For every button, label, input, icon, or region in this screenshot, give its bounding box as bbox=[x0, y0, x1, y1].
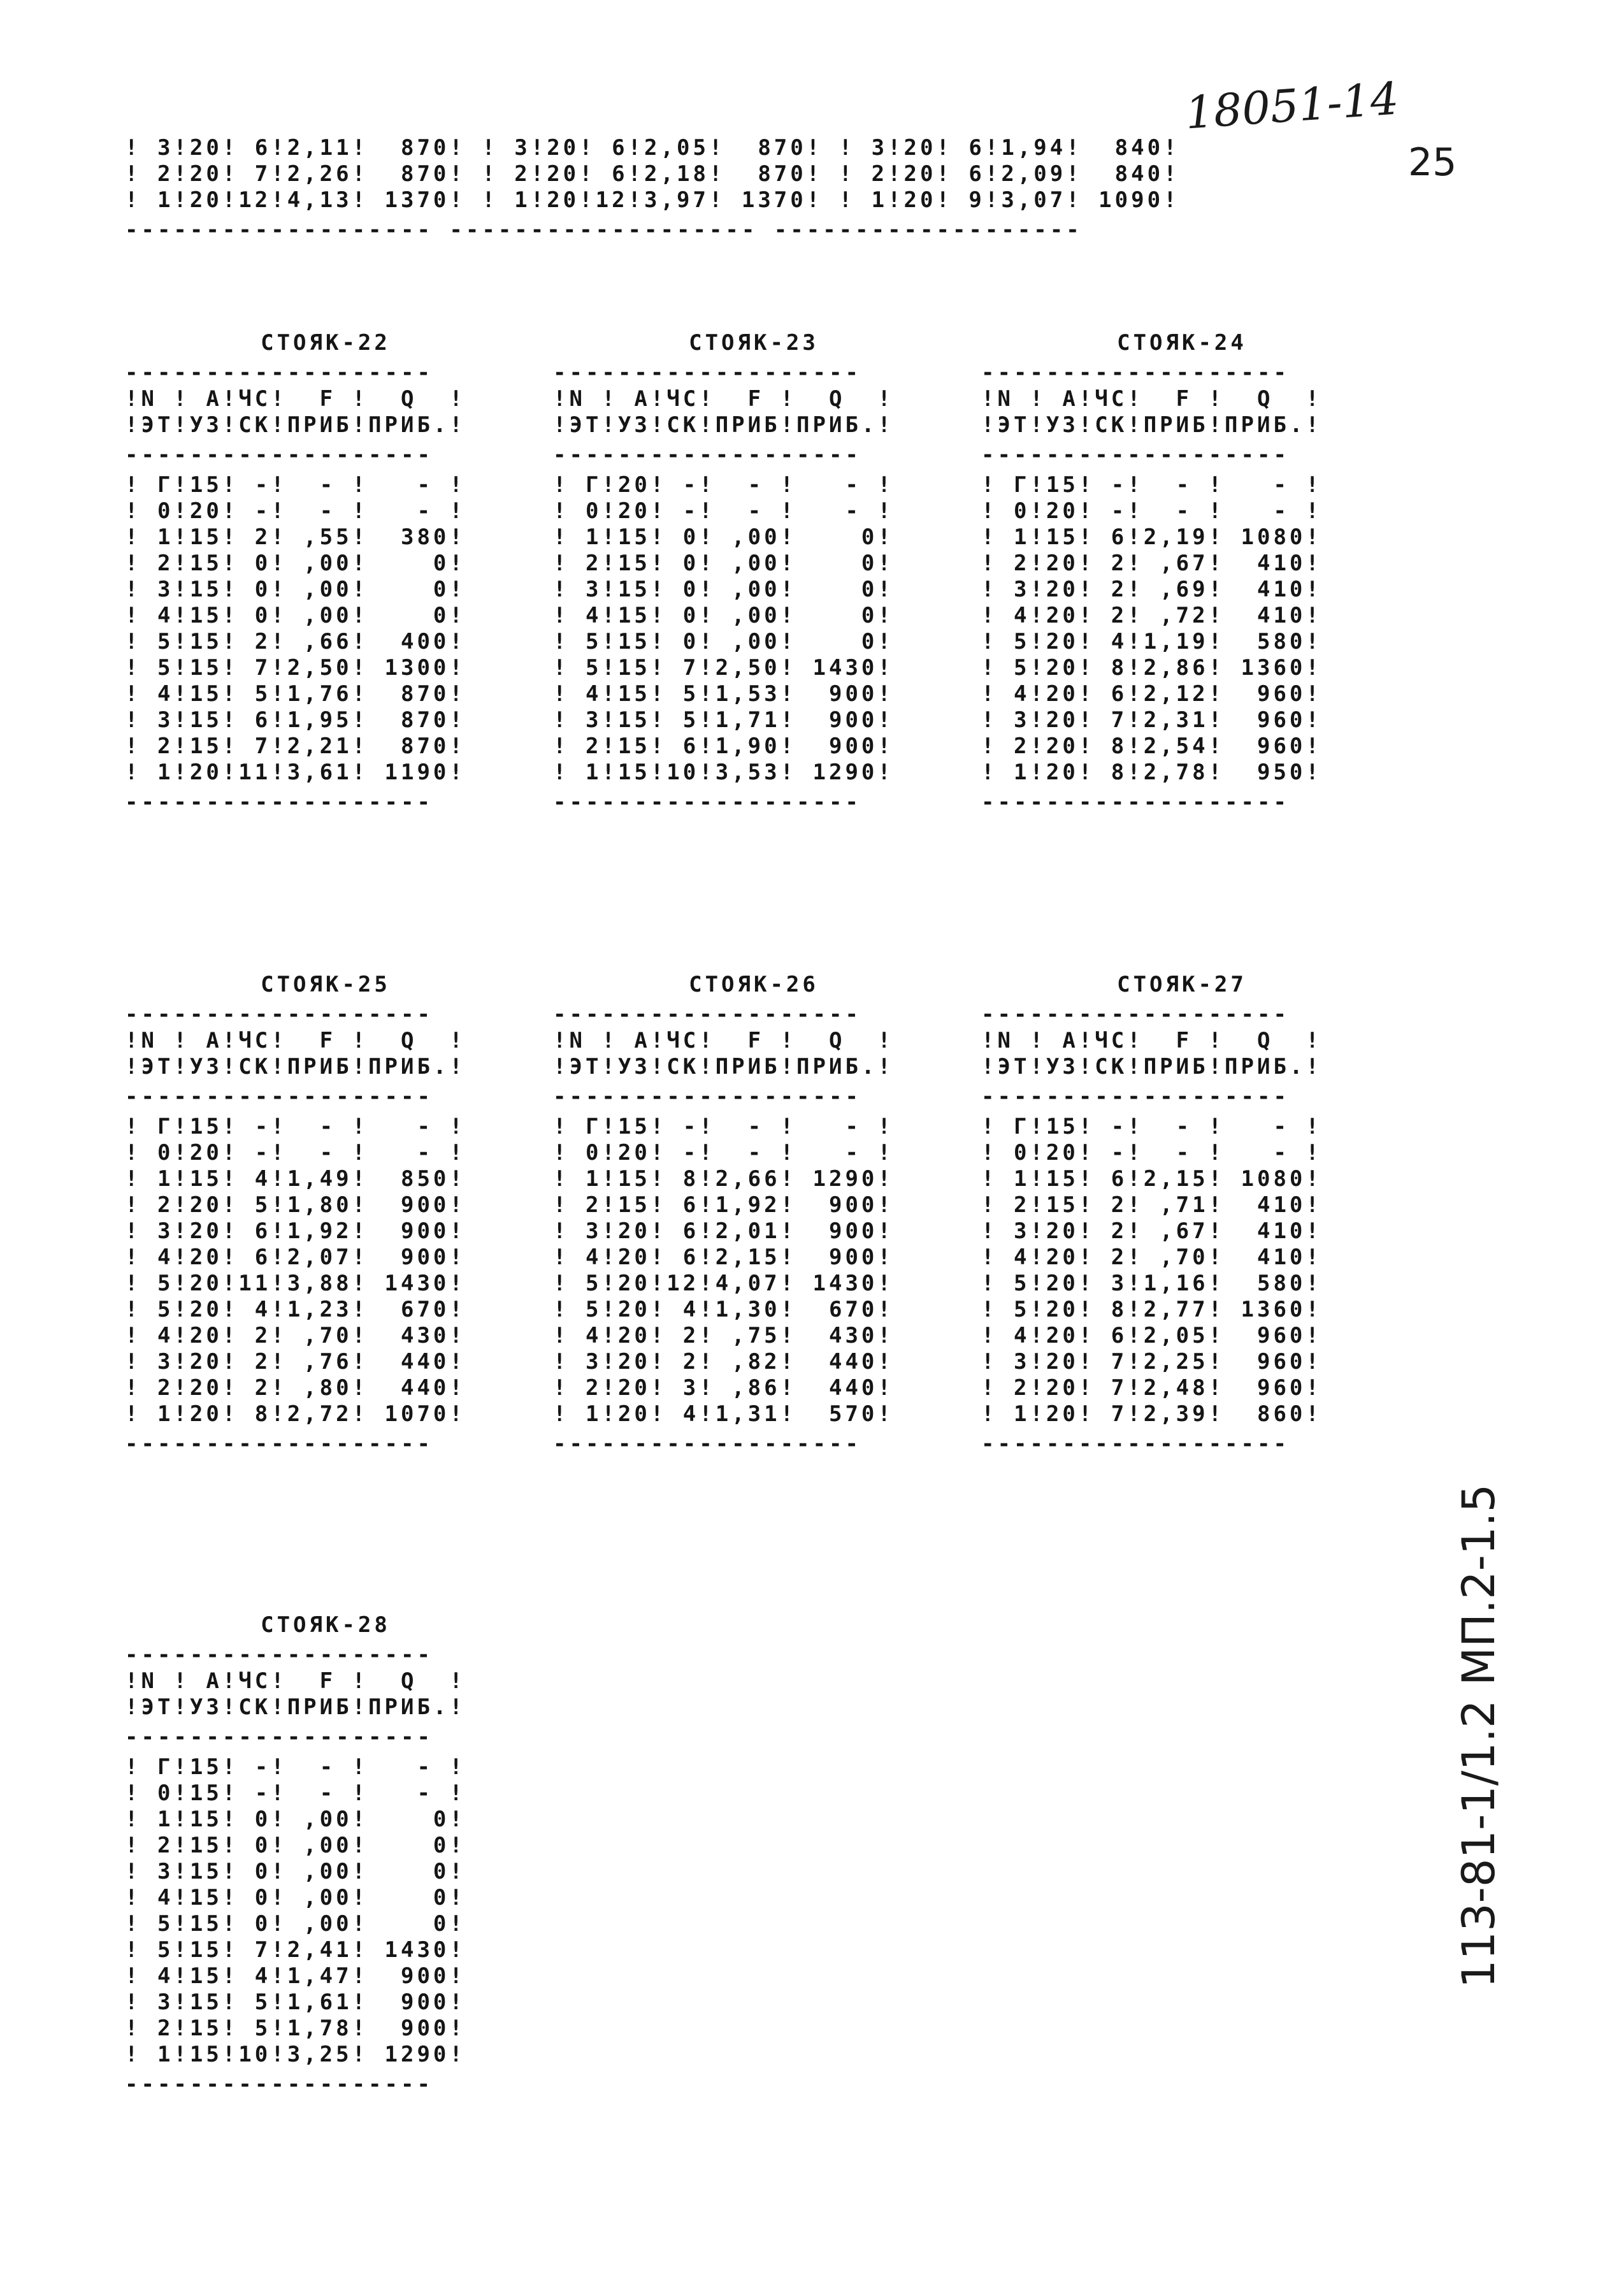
table-row: ! 5!20! 4!1,23! 670! bbox=[125, 1297, 466, 1322]
table-row: ! 1!15! 6!2,19! 1080! bbox=[981, 524, 1322, 550]
table-row: ! 2!15! 0! ,00! 0! bbox=[125, 1833, 466, 1858]
table-row: ! 3!15! 6!1,95! 870! bbox=[125, 707, 466, 733]
table-title: СТОЯК-23 bbox=[689, 330, 819, 356]
table-header-line-1: !N ! A!ЧС! F ! Q ! bbox=[981, 386, 1322, 412]
table-row: ! 2!15! 6!1,92! 900! bbox=[553, 1192, 894, 1218]
table-row: ! 5!20! 3!1,16! 580! bbox=[981, 1271, 1322, 1296]
table-header-line-2: !ЭТ!УЗ!СК!ПРИБ!ПРИБ.! bbox=[125, 412, 466, 438]
table-row: ! 1!20!11!3,61! 1190! bbox=[125, 760, 466, 785]
table-row: ! 4!15! 0! ,00! 0! bbox=[125, 603, 466, 628]
table-header-line-2: !ЭТ!УЗ!СК!ПРИБ!ПРИБ.! bbox=[553, 412, 894, 438]
table-row: ! 2!20! 7!2,48! 960! bbox=[981, 1375, 1322, 1401]
table-row: ! 5!20! 8!2,86! 1360! bbox=[981, 655, 1322, 681]
table-row: ! 4!20! 2! ,75! 430! bbox=[553, 1323, 894, 1348]
table-row: ! 5!20! 4!1,19! 580! bbox=[981, 629, 1322, 654]
table-top-rule: ------------------- bbox=[125, 1642, 433, 1668]
table-row: ! 5!15! 7!2,50! 1430! bbox=[553, 655, 894, 681]
table-row: ! 1!15! 4!1,49! 850! bbox=[125, 1166, 466, 1192]
table-row: ! Г!20! -! - ! - ! bbox=[553, 472, 894, 498]
table-row: ! 3!20! 2! ,69! 410! bbox=[981, 577, 1322, 602]
table-title: СТОЯК-28 bbox=[261, 1612, 391, 1638]
table-top-rule: ------------------- bbox=[553, 1002, 861, 1027]
table-row: ! 4!15! 5!1,53! 900! bbox=[553, 681, 894, 707]
table-row: ! 5!15! 0! ,00! 0! bbox=[125, 1911, 466, 1937]
fragment-row: ! 2!20! 7!2,26! 870! ! 2!20! 6!2,18! 870! ! 2!20! 6!2,09! 840! bbox=[125, 161, 1180, 187]
table-row: ! Г!15! -! - ! - ! bbox=[981, 472, 1322, 498]
table-row: ! Г!15! -! - ! - ! bbox=[553, 1114, 894, 1139]
fragment-bottom-rule: ------------------- ------------------- ------------------- bbox=[125, 217, 1083, 243]
table-row: ! 1!15! 6!2,15! 1080! bbox=[981, 1166, 1322, 1192]
table-row: ! 3!20! 2! ,76! 440! bbox=[125, 1349, 466, 1375]
table-row: ! 4!20! 2! ,70! 430! bbox=[125, 1323, 466, 1348]
table-row: ! 3!15! 0! ,00! 0! bbox=[125, 577, 466, 602]
table-row: ! 4!20! 6!2,15! 900! bbox=[553, 1245, 894, 1270]
table-row: ! 0!15! -! - ! - ! bbox=[125, 1780, 466, 1806]
riser-table bbox=[125, 972, 526, 1457]
table-row: ! 3!15! 0! ,00! 0! bbox=[553, 577, 894, 602]
riser-table bbox=[981, 972, 1383, 1457]
table-title: СТОЯК-24 bbox=[1117, 330, 1247, 356]
riser-table bbox=[125, 1612, 526, 2098]
table-row: ! 1!20! 8!2,78! 950! bbox=[981, 760, 1322, 785]
table-header-rule: ------------------- bbox=[553, 442, 861, 468]
table-title: СТОЯК-22 bbox=[261, 330, 391, 356]
table-row: ! Г!15! -! - ! - ! bbox=[125, 472, 466, 498]
table-row: ! 2!15! 2! ,71! 410! bbox=[981, 1192, 1322, 1218]
table-row: ! 4!15! 0! ,00! 0! bbox=[553, 603, 894, 628]
table-row: ! 2!15! 6!1,90! 900! bbox=[553, 733, 894, 759]
table-row: ! 4!20! 6!2,05! 960! bbox=[981, 1323, 1322, 1348]
table-row: ! 3!15! 0! ,00! 0! bbox=[125, 1859, 466, 1884]
table-row: ! 5!20!12!4,07! 1430! bbox=[553, 1271, 894, 1296]
riser-table bbox=[125, 330, 526, 816]
riser-table bbox=[981, 330, 1383, 816]
table-row: ! 2!20! 3! ,86! 440! bbox=[553, 1375, 894, 1401]
riser-table bbox=[553, 972, 954, 1457]
table-header-line-1: !N ! A!ЧС! F ! Q ! bbox=[125, 1028, 466, 1053]
table-title: СТОЯК-25 bbox=[261, 972, 391, 997]
table-row: ! 1!20! 8!2,72! 1070! bbox=[125, 1401, 466, 1427]
table-row: ! 5!15! 2! ,66! 400! bbox=[125, 629, 466, 654]
table-row: ! 4!15! 4!1,47! 900! bbox=[125, 1963, 466, 1989]
table-row: ! 2!20! 5!1,80! 900! bbox=[125, 1192, 466, 1218]
table-top-rule: ------------------- bbox=[981, 1002, 1290, 1027]
table-row: ! Г!15! -! - ! - ! bbox=[981, 1114, 1322, 1139]
table-row: ! 4!20! 2! ,70! 410! bbox=[981, 1245, 1322, 1270]
fragment-row: ! 3!20! 6!2,11! 870! ! 3!20! 6!2,05! 870! ! 3!20! 6!1,94! 840! bbox=[125, 135, 1180, 161]
table-row: ! 0!20! -! - ! - ! bbox=[553, 498, 894, 524]
riser-table bbox=[553, 330, 954, 816]
fragment-row: ! 1!20!12!4,13! 1370! ! 1!20!12!3,97! 1370! ! 1!20! 9!3,07! 1090! bbox=[125, 187, 1180, 213]
table-row: ! 3!20! 7!2,31! 960! bbox=[981, 707, 1322, 733]
table-row: ! 4!15! 5!1,76! 870! bbox=[125, 681, 466, 707]
table-row: ! 1!20! 7!2,39! 860! bbox=[981, 1401, 1322, 1427]
table-header-line-1: !N ! A!ЧС! F ! Q ! bbox=[125, 1668, 466, 1694]
table-row: ! 4!20! 6!2,07! 900! bbox=[125, 1245, 466, 1270]
table-row: ! 5!20! 4!1,30! 670! bbox=[553, 1297, 894, 1322]
table-row: ! 1!15!10!3,25! 1290! bbox=[125, 2042, 466, 2067]
table-row: ! 1!20! 4!1,31! 570! bbox=[553, 1401, 894, 1427]
table-row: ! Г!15! -! - ! - ! bbox=[125, 1114, 466, 1139]
table-header-rule: ------------------- bbox=[125, 1724, 433, 1750]
table-row: ! 3!20! 6!1,92! 900! bbox=[125, 1218, 466, 1244]
table-bottom-rule: ------------------- bbox=[981, 790, 1290, 815]
table-header-line-2: !ЭТ!УЗ!СК!ПРИБ!ПРИБ.! bbox=[981, 1054, 1322, 1079]
table-row: ! 0!20! -! - ! - ! bbox=[125, 1140, 466, 1166]
table-row: ! 1!15! 0! ,00! 0! bbox=[553, 524, 894, 550]
table-bottom-rule: ------------------- bbox=[981, 1431, 1290, 1457]
table-row: ! Г!15! -! - ! - ! bbox=[125, 1754, 466, 1780]
table-top-rule: ------------------- bbox=[553, 360, 861, 386]
table-row: ! 2!15! 0! ,00! 0! bbox=[125, 551, 466, 576]
table-header-rule: ------------------- bbox=[981, 442, 1290, 468]
table-header-line-2: !ЭТ!УЗ!СК!ПРИБ!ПРИБ.! bbox=[125, 1694, 466, 1720]
table-row: ! 1!15! 8!2,66! 1290! bbox=[553, 1166, 894, 1192]
table-bottom-rule: ------------------- bbox=[125, 1431, 433, 1457]
table-header-line-1: !N ! A!ЧС! F ! Q ! bbox=[125, 386, 466, 412]
table-row: ! 3!20! 7!2,25! 960! bbox=[981, 1349, 1322, 1375]
table-row: ! 1!15!10!3,53! 1290! bbox=[553, 760, 894, 785]
table-row: ! 3!15! 5!1,61! 900! bbox=[125, 1989, 466, 2015]
table-row: ! 0!20! -! - ! - ! bbox=[981, 1140, 1322, 1166]
table-header-line-1: !N ! A!ЧС! F ! Q ! bbox=[553, 386, 894, 412]
table-top-rule: ------------------- bbox=[125, 1002, 433, 1027]
table-bottom-rule: ------------------- bbox=[553, 790, 861, 815]
table-row: ! 1!15! 2! ,55! 380! bbox=[125, 524, 466, 550]
table-header-rule: ------------------- bbox=[125, 1084, 433, 1109]
table-header-rule: ------------------- bbox=[125, 442, 433, 468]
table-row: ! 5!15! 0! ,00! 0! bbox=[553, 629, 894, 654]
table-row: ! 3!20! 2! ,67! 410! bbox=[981, 1218, 1322, 1244]
table-top-rule: ------------------- bbox=[125, 360, 433, 386]
table-row: ! 2!20! 2! ,67! 410! bbox=[981, 551, 1322, 576]
table-row: ! 2!20! 8!2,54! 960! bbox=[981, 733, 1322, 759]
table-row: ! 3!20! 2! ,82! 440! bbox=[553, 1349, 894, 1375]
document-code: 113-81-1/1.2 МП.2-1.5 bbox=[1453, 1484, 1505, 1988]
table-title: СТОЯК-26 bbox=[689, 972, 819, 997]
table-row: ! 2!15! 0! ,00! 0! bbox=[553, 551, 894, 576]
table-header-line-1: !N ! A!ЧС! F ! Q ! bbox=[981, 1028, 1322, 1053]
table-header-line-2: !ЭТ!УЗ!СК!ПРИБ!ПРИБ.! bbox=[981, 412, 1322, 438]
table-row: ! 3!15! 5!1,71! 900! bbox=[553, 707, 894, 733]
table-header-rule: ------------------- bbox=[553, 1084, 861, 1109]
table-bottom-rule: ------------------- bbox=[125, 2072, 433, 2097]
table-row: ! 3!20! 6!2,01! 900! bbox=[553, 1218, 894, 1244]
continued-table-fragment bbox=[125, 135, 1180, 243]
table-row: ! 4!20! 6!2,12! 960! bbox=[981, 681, 1322, 707]
table-row: ! 2!15! 5!1,78! 900! bbox=[125, 2016, 466, 2041]
table-row: ! 1!15! 0! ,00! 0! bbox=[125, 1807, 466, 1832]
handwritten-doc-number: 18051-14 bbox=[1183, 72, 1400, 140]
table-row: ! 2!20! 2! ,80! 440! bbox=[125, 1375, 466, 1401]
table-row: ! 4!20! 2! ,72! 410! bbox=[981, 603, 1322, 628]
table-row: ! 4!15! 0! ,00! 0! bbox=[125, 1885, 466, 1910]
table-row: ! 0!20! -! - ! - ! bbox=[981, 498, 1322, 524]
page-number: 25 bbox=[1408, 140, 1457, 185]
table-header-rule: ------------------- bbox=[981, 1084, 1290, 1109]
table-row: ! 5!15! 7!2,41! 1430! bbox=[125, 1937, 466, 1963]
table-row: ! 2!15! 7!2,21! 870! bbox=[125, 733, 466, 759]
table-top-rule: ------------------- bbox=[981, 360, 1290, 386]
table-row: ! 0!20! -! - ! - ! bbox=[553, 1140, 894, 1166]
table-header-line-1: !N ! A!ЧС! F ! Q ! bbox=[553, 1028, 894, 1053]
table-bottom-rule: ------------------- bbox=[553, 1431, 861, 1457]
table-row: ! 0!20! -! - ! - ! bbox=[125, 498, 466, 524]
table-header-line-2: !ЭТ!УЗ!СК!ПРИБ!ПРИБ.! bbox=[553, 1054, 894, 1079]
table-row: ! 5!20!11!3,88! 1430! bbox=[125, 1271, 466, 1296]
table-header-line-2: !ЭТ!УЗ!СК!ПРИБ!ПРИБ.! bbox=[125, 1054, 466, 1079]
table-row: ! 5!20! 8!2,77! 1360! bbox=[981, 1297, 1322, 1322]
table-bottom-rule: ------------------- bbox=[125, 790, 433, 815]
table-row: ! 5!15! 7!2,50! 1300! bbox=[125, 655, 466, 681]
table-title: СТОЯК-27 bbox=[1117, 972, 1247, 997]
